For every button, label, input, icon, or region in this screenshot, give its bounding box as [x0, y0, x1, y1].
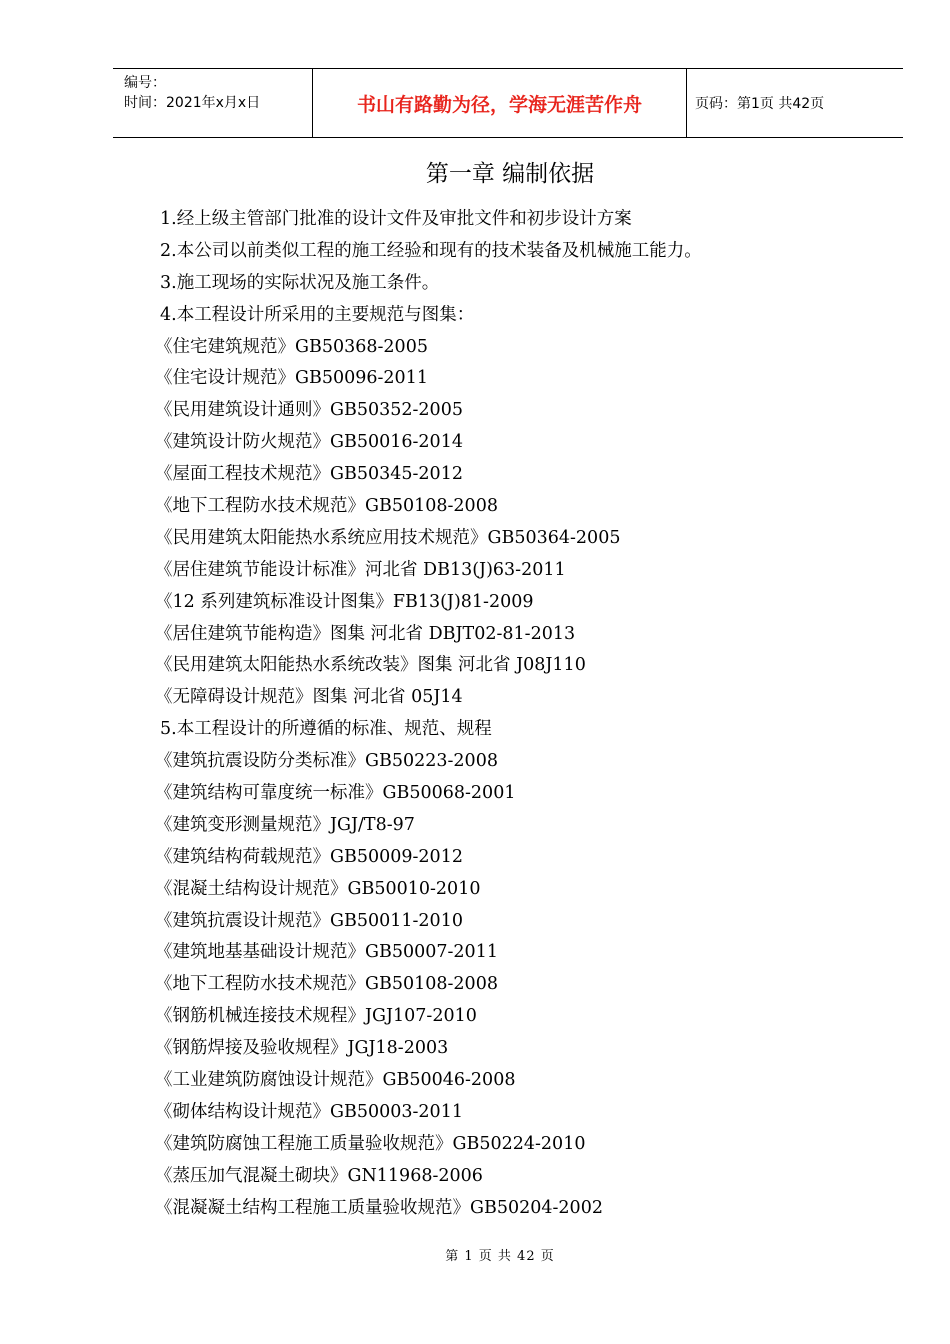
paragraph-line: 5.本工程设计的所遵循的标准、规范、规程	[160, 719, 492, 740]
paragraph-line: 2.本公司以前类似工程的施工经验和现有的技术装备及机械施工能力。	[160, 240, 702, 261]
reference-item: 《民用建筑设计通则》GB50352-2005	[155, 400, 463, 421]
reference-item: 《建筑结构荷载规范》GB50009-2012	[155, 846, 463, 867]
page-header	[113, 68, 903, 138]
time-label: 时间：2021年x月x日	[124, 95, 261, 111]
reference-item: 《12 系列建筑标准设计图集》FB13(J)81-2009	[155, 591, 534, 612]
reference-item: 《地下工程防水技术规范》GB50108-2008	[155, 974, 498, 995]
reference-item: 《无障碍设计规范》图集 河北省 05J14	[155, 687, 463, 708]
reference-item: 《工业建筑防腐蚀设计规范》GB50046-2008	[155, 1070, 516, 1091]
reference-item: 《住宅设计规范》GB50096-2011	[155, 368, 428, 389]
reference-item: 《建筑结构可靠度统一标准》GB50068-2001	[155, 783, 516, 804]
reference-item: 《民用建筑太阳能热水系统改装》图集 河北省 J08J110	[155, 655, 586, 676]
reference-item: 《住宅建筑规范》GB50368-2005	[155, 336, 428, 357]
reference-item: 《蒸压加气混凝土砌块》GN11968-2006	[155, 1165, 483, 1186]
page-footer: 第 1 页 共 42 页	[445, 1249, 555, 1264]
document-body	[155, 204, 878, 1225]
reference-item: 《建筑抗震设计规范》GB50011-2010	[155, 910, 463, 931]
reference-item: 《建筑变形测量规范》JGJ/T8-97	[155, 814, 415, 835]
reference-item: 《地下工程防水技术规范》GB50108-2008	[155, 496, 498, 517]
header-page-label: 页码：第1页 共42页	[695, 96, 825, 112]
reference-item: 《民用建筑太阳能热水系统应用技术规范》GB50364-2005	[155, 527, 621, 548]
chapter-title: 第一章 编制依据	[425, 161, 595, 187]
reference-item: 《居住建筑节能设计标准》河北省 DB13(J)63-2011	[155, 559, 566, 580]
paragraph-line: 1.经上级主管部门批准的设计文件及审批文件和初步设计方案	[160, 209, 632, 229]
paragraph-line: 3.施工现场的实际状况及施工条件。	[160, 272, 440, 293]
header-meta	[113, 69, 313, 137]
reference-item: 《建筑设计防火规范》GB50016-2014	[155, 432, 463, 453]
reference-item: 《建筑抗震设防分类标准》GB50223-2008	[155, 751, 498, 772]
number-label: 编号：	[124, 75, 166, 91]
reference-item: 《建筑防腐蚀工程施工质量验收规范》GB50224-2010	[155, 1133, 586, 1154]
paragraph-line: 4.本工程设计所采用的主要规范与图集：	[160, 304, 475, 325]
reference-item: 《居住建筑节能构造》图集 河北省 DBJT02-81-2013	[155, 623, 576, 644]
reference-item: 《混凝土结构设计规范》GB50010-2010	[155, 878, 481, 899]
header-motto: 书山有路勤为径，学海无涯苦作舟	[313, 69, 687, 137]
reference-item: 《屋面工程技术规范》GB50345-2012	[155, 464, 463, 485]
reference-item: 《砌体结构设计规范》GB50003-2011	[155, 1101, 463, 1122]
reference-item: 《建筑地基基础设计规范》GB50007-2011	[155, 942, 498, 963]
reference-item: 《混凝凝土结构工程施工质量验收规范》GB50204-2002	[155, 1197, 603, 1218]
reference-item: 《钢筋焊接及验收规程》JGJ18-2003	[155, 1038, 449, 1059]
reference-item: 《钢筋机械连接技术规程》JGJ107-2010	[155, 1006, 477, 1027]
